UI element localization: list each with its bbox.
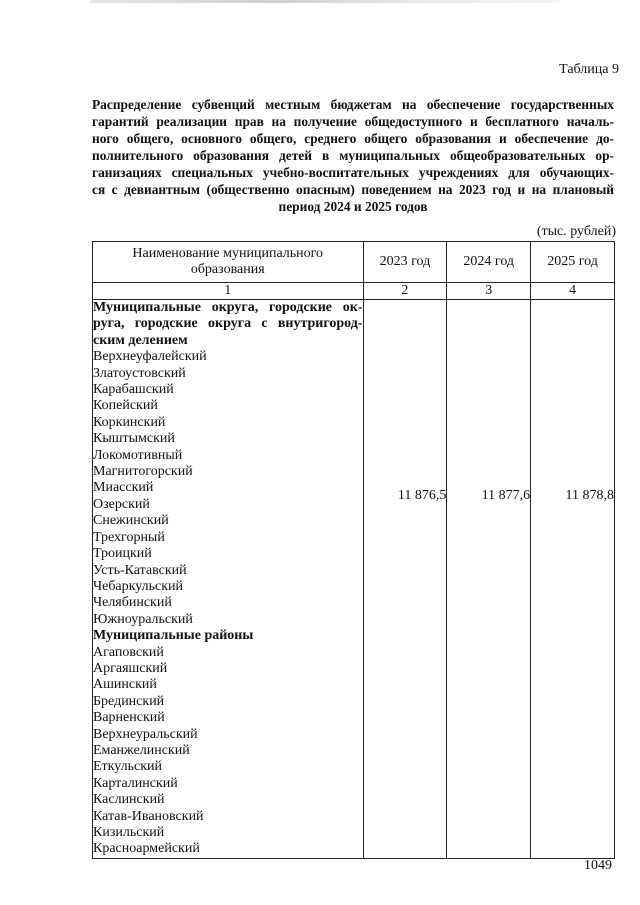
municipality-name: Локомотивный: [93, 447, 183, 463]
value-cell-2024: [447, 300, 531, 859]
subvention-table: [92, 241, 615, 859]
column-number: 3: [447, 283, 531, 300]
title-line: Распределение субвенций местным бюджетам на обеспечение государственных: [92, 97, 614, 112]
municipality-name: Копейский: [93, 398, 158, 414]
header-name-line: образования: [190, 262, 265, 277]
header-row: [93, 242, 615, 283]
municipality-name: Карталинский: [93, 775, 178, 791]
value-cell-2025: [531, 300, 615, 859]
municipality-name: Аргаяшский: [93, 660, 168, 676]
group-heading-line: ским делением: [93, 332, 188, 348]
municipality-name: Кыштымский: [93, 431, 175, 447]
municipality-list-cell: [93, 300, 364, 859]
header-year-2025: 2025 год: [531, 242, 615, 283]
group-heading-line: Муниципальные районы: [93, 628, 254, 644]
municipality-name: Миасский: [93, 480, 154, 496]
municipality-name: Красноармейский: [93, 841, 200, 857]
municipality-name: Варненский: [93, 710, 165, 726]
municipality-name: Чебаркульский: [93, 578, 184, 594]
table-title: [92, 96, 614, 215]
municipality-name: Озерский: [93, 496, 150, 512]
table-number-label: Таблица 9: [559, 62, 619, 77]
group-heading-okruga: [93, 300, 363, 349]
value-2025: 11 878,8: [565, 488, 614, 503]
value-cell-2023: [363, 300, 447, 859]
column-number: 2: [363, 283, 447, 300]
municipality-name: Каслинский: [93, 792, 165, 808]
table-body-row: [93, 300, 615, 859]
group-heading-rayony: [93, 628, 363, 644]
municipality-name: Агаповский: [93, 644, 164, 660]
column-number: 1: [93, 283, 364, 300]
header-name-line: Наименование муниципального: [132, 246, 324, 261]
value-2024: 11 877,6: [481, 488, 531, 503]
page-number: 1049: [584, 858, 612, 873]
okruga-list: [93, 349, 363, 628]
rayony-list: [93, 645, 363, 858]
column-number: 4: [531, 283, 615, 300]
title-line: ганизациях специальных учебно-воспитательных учреждениях для обучающих-: [92, 165, 614, 180]
column-number-row: [93, 283, 615, 300]
title-line: полнительного образования детей в муниципальных общеобразовательных ор-: [92, 148, 614, 163]
municipality-name: Коркинский: [93, 414, 166, 430]
municipality-name: Кизильский: [93, 825, 165, 840]
municipality-name: Верхнеуральский: [93, 726, 198, 742]
municipality-name: Брединский: [93, 693, 165, 709]
municipality-name: Катав-Ивановский: [93, 808, 204, 824]
title-line: ся с девиантным (общественно опасным) поведением на 2023 год и на плановый: [92, 182, 614, 197]
unit-label: (тыс. рублей): [536, 224, 616, 239]
header-municipality: [93, 242, 364, 283]
header-year-2024: 2024 год: [447, 242, 531, 283]
municipality-name: Троицкий: [93, 546, 152, 562]
group-heading-line: Муниципальные округа, городские ок-: [93, 300, 363, 315]
municipality-name: Златоустовский: [93, 365, 186, 381]
municipality-name: Еткульский: [93, 759, 163, 775]
municipality-name: Карабашский: [93, 382, 174, 398]
group-heading-line: руга, городские округа с внутригород-: [93, 316, 363, 332]
municipality-name: Еманжелинский: [93, 742, 190, 758]
header-year-2023: 2023 год: [363, 242, 447, 283]
scan-edge-artifact: [90, 0, 560, 3]
title-line: ного общего, основного общего, среднего общего образования и обеспечение до-: [92, 131, 614, 146]
value-2023: 11 876,5: [397, 488, 447, 503]
municipality-name: Магнитогорский: [93, 464, 193, 480]
municipality-name: Верхнеуфалейский: [93, 349, 207, 365]
municipality-name: Снежинский: [93, 513, 169, 529]
municipality-name: Трехгорный: [93, 529, 165, 545]
municipality-name: Южноуральский: [93, 611, 193, 627]
municipality-name: Челябинский: [93, 595, 172, 611]
municipality-name: Ашинский: [93, 677, 157, 693]
title-line: период 2024 и 2025 годов: [278, 199, 428, 214]
municipality-name: Усть-Катавский: [93, 562, 187, 578]
title-line: гарантий реализации прав на получение общедоступного и бесплатного началь-: [92, 114, 614, 129]
